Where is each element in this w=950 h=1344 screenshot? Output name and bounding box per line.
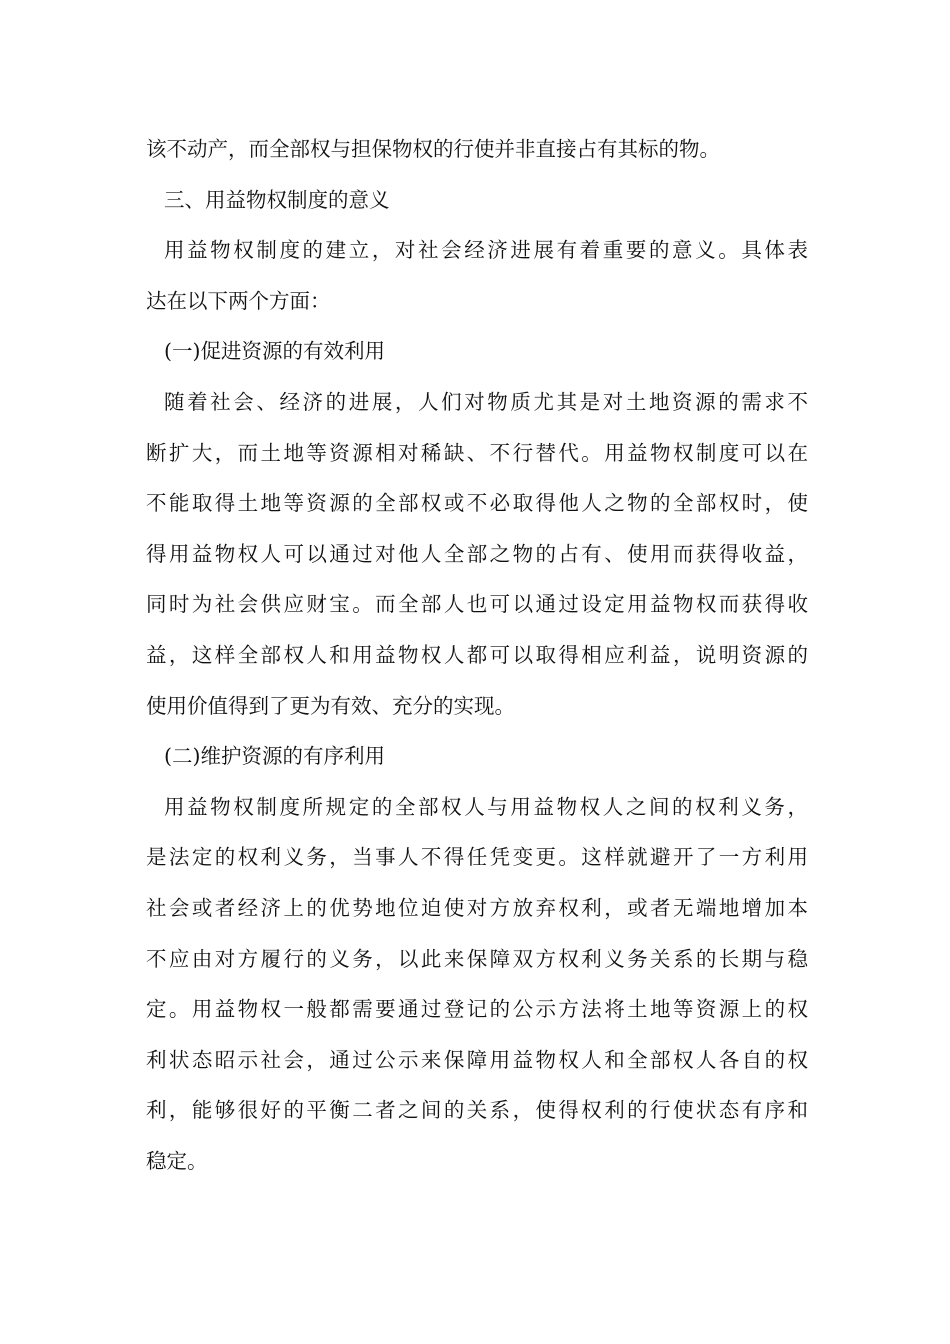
text-line-20: 利，能够很好的平衡二者之间的关系，使得权利的行使状态有序和: [146, 1098, 808, 1123]
text-line-16: 社会或者经济上的优势地位迫使对方放弃权利，或者无端地增加本: [146, 895, 808, 920]
section-heading-3: 三、用益物权制度的意义: [164, 187, 390, 212]
text-line-14: 用益物权制度所规定的全部权人与用益物权人之间的权利义务，: [164, 794, 808, 819]
body-text: [146, 131, 808, 1193]
text-line-9: 得用益物权人可以通过对他人全部之物的占有、使用而获得收益，: [146, 541, 808, 566]
text-line-3: 用益物权制度的建立，对社会经济进展有着重要的意义。具体表: [164, 238, 808, 263]
text-line-15: 是法定的权利义务，当事人不得任凭变更。这样就避开了一方利用: [146, 845, 808, 870]
text-line-21: 稳定。: [146, 1148, 208, 1173]
text-line-18: 定。用益物权一般都需要通过登记的公示方法将土地等资源上的权: [146, 997, 808, 1022]
text-line-7: 断扩大，而土地等资源相对稀缺、不行替代。用益物权制度可以在: [146, 440, 808, 465]
text-line-1: 该不动产，而全部权与担保物权的行使并非直接占有其标的物。: [146, 137, 720, 161]
text-line-11: 益，这样全部权人和用益物权人都可以取得相应利益，说明资源的: [146, 642, 808, 667]
text-line-4: 达在以下两个方面：: [146, 288, 331, 313]
text-line-17: 不应由对方履行的义务，以此来保障双方权利义务关系的长期与稳: [146, 946, 808, 971]
text-line-6: 随着社会、经济的进展，人们对物质尤其是对土地资源的需求不: [164, 389, 808, 414]
subheading-2: (二)维护资源的有序利用: [164, 744, 385, 769]
text-line-8: 不能取得土地等资源的全部权或不必取得他人之物的全部权时，使: [146, 491, 808, 516]
text-line-12: 使用价值得到了更为有效、充分的实现。: [146, 693, 515, 718]
subheading-1: (一)促进资源的有效利用: [164, 339, 385, 364]
text-line-19: 利状态昭示社会，通过公示来保障用益物权人和全部权人各自的权: [146, 1047, 808, 1072]
text-line-10: 同时为社会供应财宝。而全部人也可以通过设定用益物权而获得收: [146, 592, 808, 617]
